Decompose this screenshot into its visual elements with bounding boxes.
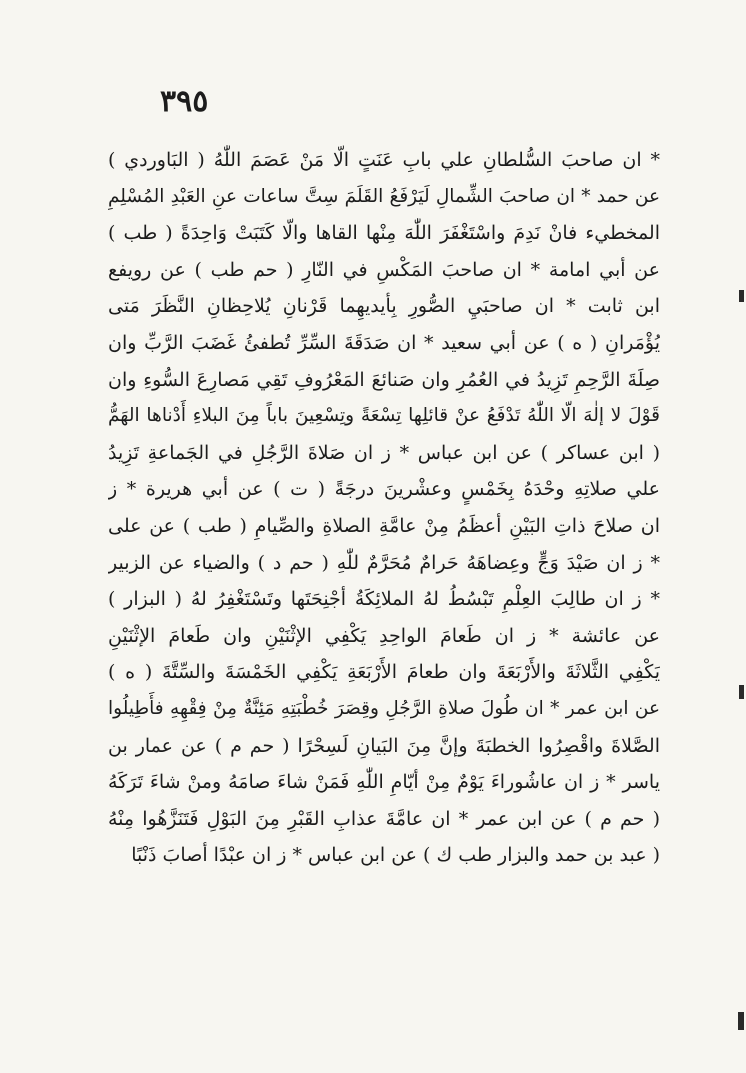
text-line: المخطيء فانْ نَدِمَ واسْتَغْفَرَ اللّٰهَ مِنْها القاها والّا كَتَبَتْ وَاحِدَةً ( طب ) (108, 222, 660, 245)
text-line: ( حم م ) عن ابن عمر * ان عامَّةَ عذابِ القَبْرِ مِنَ البَوْلِ فَتَنَزَّهُوا مِنْهُ (108, 807, 660, 830)
text-line: عن أبي امامة * ان صاحبَ المَكْسِ في النّارِ ( حم طب ) عن رويفع (108, 258, 660, 281)
text-line: ( ابن عساكر ) عن ابن عباس * ز ان صَلاةَ الرَّجُلِ في الجَماعةِ تَزِيدُ (108, 441, 660, 464)
text-line: يَكْفِي الثَّلاثَةَ والأَرْبَعَةَ وان طعامَ الأَرْبَعَةِ يَكْفِي الخَمْسَةَ والسِّتَّةَ ( ه ) (108, 661, 660, 684)
text-line: علي صلاتِهِ وحْدَهُ بِخَمْسٍ وعشْرينَ درجَةً ( ت ) عن أبي هريرة * ز (108, 478, 660, 501)
text-line: ابن ثابت * ان صاحبَيِ الصُّورِ بِأيديهِما قَرْنانِ يُلاحِظانِ النَّظَرَ مَتى (108, 295, 660, 318)
text-line: عن ابن عمر * ان طُولَ صلاةِ الرَّجُلِ وقِصَرَ خُطْبَتِهِ مَئِنَّةٌ مِنْ فِقْهِهِ فأَطِيلُوا (108, 697, 660, 719)
text-line: ( عبد بن حمد والبزار طب ك ) عن ابن عباس * ز ان عبْدًا أصابَ ذَنْبًا (131, 844, 660, 867)
text-line: ياسر * ز ان عاشُوراءَ يَوْمٌ مِنْ أيّامِ اللّٰهِ فَمَنْ شاءَ صامَهُ ومنْ شاءَ تَرَكَهُ (108, 771, 660, 794)
text-line: صِلَةَ الرَّحِمِ تَزِيدُ في العُمُرِ وان صَنائعَ المَعْرُوفِ تَقِي مَصارِعَ السُّوءِ وان (108, 368, 660, 391)
scan-edge-mark (739, 685, 744, 699)
scan-edge-mark (739, 290, 744, 302)
text-line: ان صلاحَ ذاتِ البَيْنِ أعظَمُ مِنْ عامَّةِ الصلاةِ والصِّيامِ ( طب ) عن على (108, 514, 660, 537)
text-line: الصَّلاةَ واقْصِرُوا الخطبَةَ وإنَّ مِنَ البَيانِ لَسِحْرًا ( حم م ) عن عمار بن (108, 734, 660, 757)
text-line: * ان صاحبَ السُّلطانِ علي بابِ عَنَتٍ الّا مَنْ عَصَمَ اللّٰهُ ( البَاوردي ) (108, 149, 660, 171)
text-line: يُؤْمَرانِ ( ه ) عن أبي سعيد * ان صَدَقَةَ السِّرِّ تُطفئُ غَضَبَ الرَّبِّ وان (108, 331, 660, 354)
scan-edge-mark (738, 1012, 744, 1030)
hadith-text-block (108, 142, 660, 874)
text-line: * ز ان طالِبَ العِلْمِ تَبْسُطُ لهُ الملائِكَةُ أجْنِحَتَها وتَسْتَغْفِرُ لهُ ( البزار ) (108, 588, 660, 611)
text-line: * ز ان صَيْدَ وَجٍّ وعِضاهَهُ حَرامٌ مُحَرَّمٌ للّٰهِ ( حم د ) والضياء عن الزبير (108, 551, 660, 574)
text-line: عن عائشة * ز ان طَعامَ الواحِدِ يَكْفِي الإثْنَيْنِ وان طَعامَ الإثْنَيْنِ (108, 624, 660, 647)
page-number: ٣٩٥ (160, 84, 209, 119)
text-line: عن حمد * ان صاحبَ الشِّمالِ لَيَرْفَعُ القَلَمَ سِتَّ ساعات عنِ العَبْدِ المُسْلِمِ (108, 185, 660, 207)
text-line: قَوْلَ لا إلٰهَ الّا اللّٰهُ تَدْفَعُ عنْ قائلِها تِسْعَةً وتِسْعِينَ باباً مِنَ البلاءِ أَدْناها الهَمُّ (108, 405, 660, 427)
